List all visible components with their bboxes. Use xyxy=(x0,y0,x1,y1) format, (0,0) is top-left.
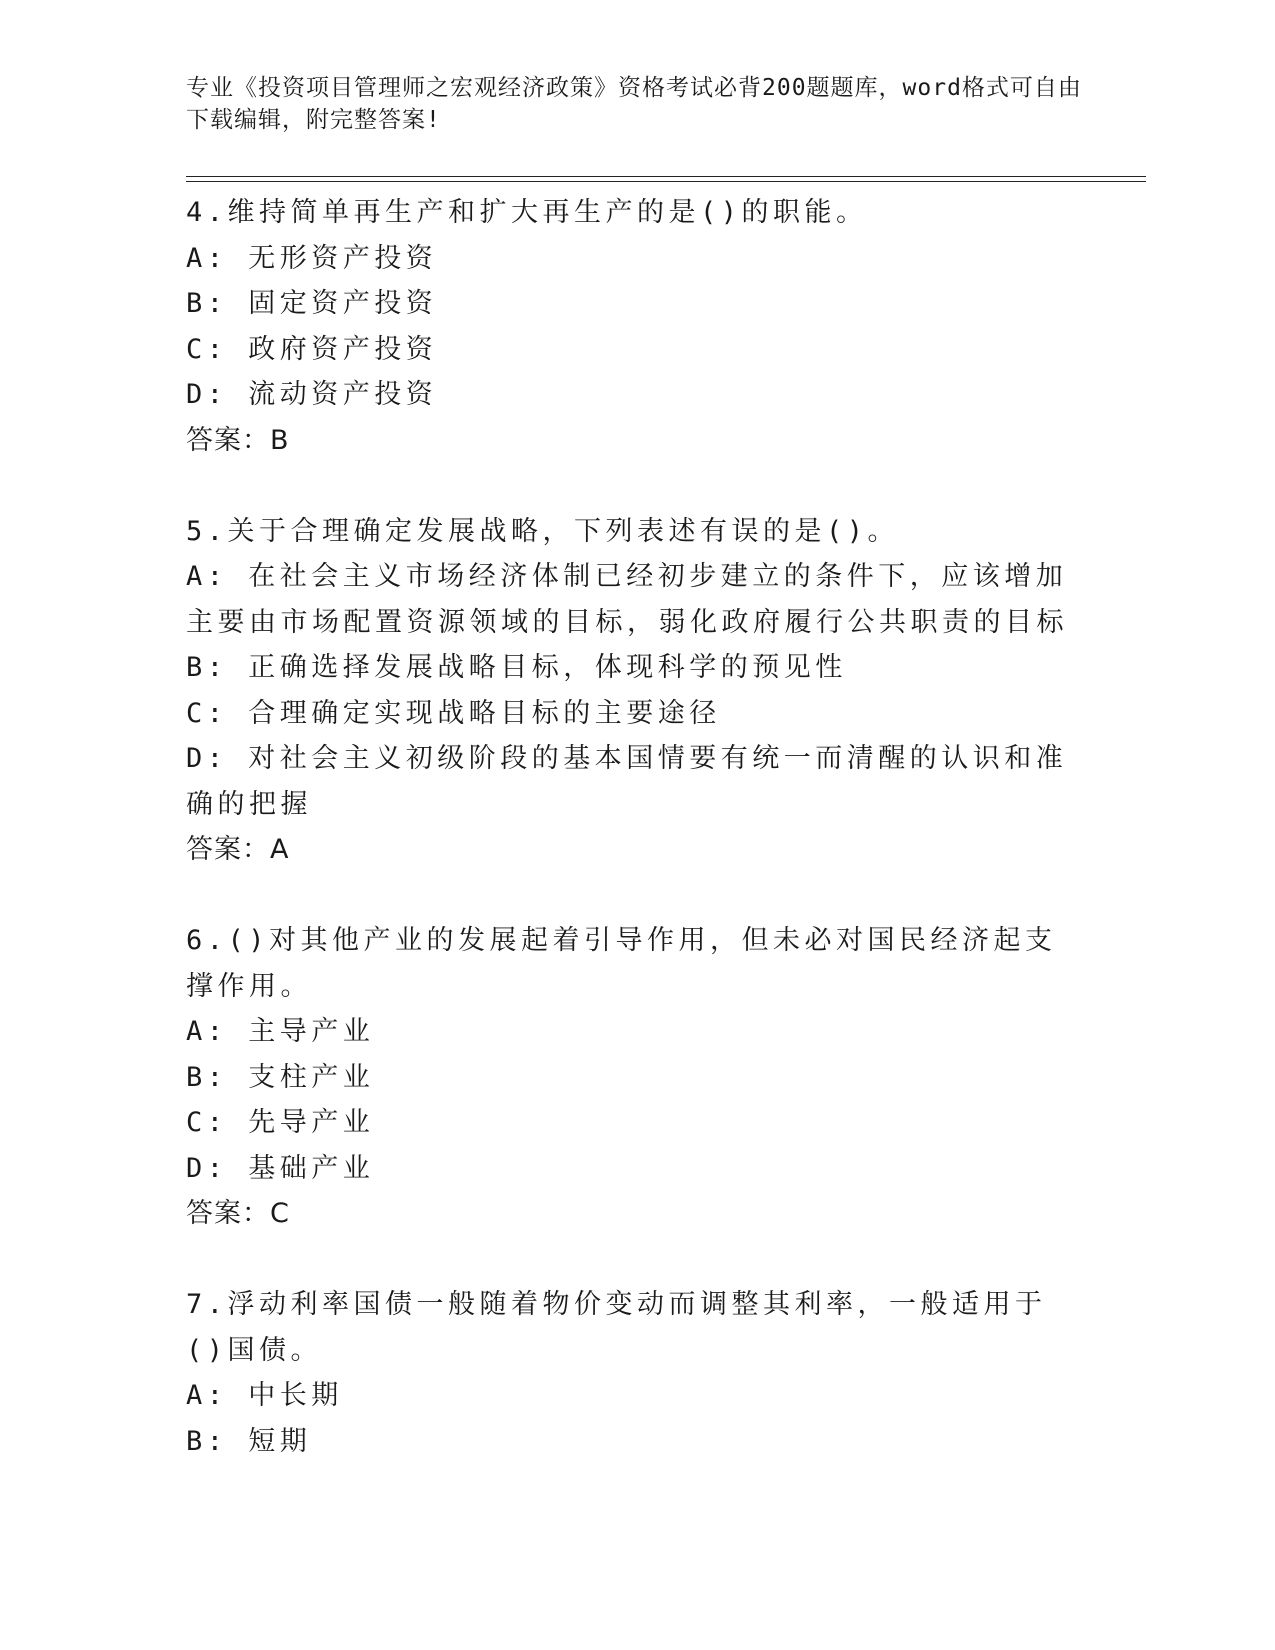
question-answer: 答案：C xyxy=(186,1198,290,1229)
option-b: B: 支柱产业 xyxy=(186,1061,375,1093)
question-list xyxy=(186,190,1086,1464)
question-stem: 7.浮动利率国债一般随着物价变动而调整其利率，一般适用于()国债。 xyxy=(186,1289,1047,1366)
question-6 xyxy=(186,918,1086,1237)
question-5 xyxy=(186,509,1086,873)
question-spacer xyxy=(186,873,1086,919)
question-stem: 5.关于合理确定发展战略，下列表述有误的是()。 xyxy=(186,515,900,547)
option-d: D: 基础产业 xyxy=(186,1152,375,1184)
question-7 xyxy=(186,1282,1086,1464)
option-c: C: 政府资产投资 xyxy=(186,333,438,365)
question-4 xyxy=(186,190,1086,463)
question-stem: 4.维持简单再生产和扩大再生产的是()的职能。 xyxy=(186,197,868,228)
option-a: A: 无形资产投资 xyxy=(186,242,438,274)
option-a: A: 中长期 xyxy=(186,1380,343,1411)
question-spacer xyxy=(186,1237,1086,1283)
option-b: B: 正确选择发展战略目标，体现科学的预见性 xyxy=(186,652,847,683)
document-header: 专业《投资项目管理师之宏观经济政策》资格考试必背200题题库，word格式可自由下载编辑，附完整答案! xyxy=(186,75,1082,133)
header-divider-top xyxy=(186,176,1146,177)
option-d: D: 流动资产投资 xyxy=(186,379,438,410)
question-answer: 答案：A xyxy=(186,834,290,865)
option-c: C: 合理确定实现战略目标的主要途径 xyxy=(186,697,721,729)
option-b: B: 固定资产投资 xyxy=(186,288,438,319)
option-c: C: 先导产业 xyxy=(186,1107,375,1138)
option-b: B: 短期 xyxy=(186,1425,312,1457)
question-spacer xyxy=(186,463,1086,509)
option-d: D: 对社会主义初级阶段的基本国情要有统一而清醒的认识和准确的把握 xyxy=(186,743,1068,820)
option-a: A: 在社会主义市场经济体制已经初步建立的条件下，应该增加主要由市场配置资源领域的目标，弱化政府履行公共职责的目标 xyxy=(186,561,1068,638)
header-divider-bottom xyxy=(186,181,1146,182)
option-a: A: 主导产业 xyxy=(186,1016,375,1047)
question-answer: 答案：B xyxy=(186,424,290,456)
question-stem: 6.()对其他产业的发展起着引导作用，但未必对国民经济起支撑作用。 xyxy=(186,925,1057,1002)
